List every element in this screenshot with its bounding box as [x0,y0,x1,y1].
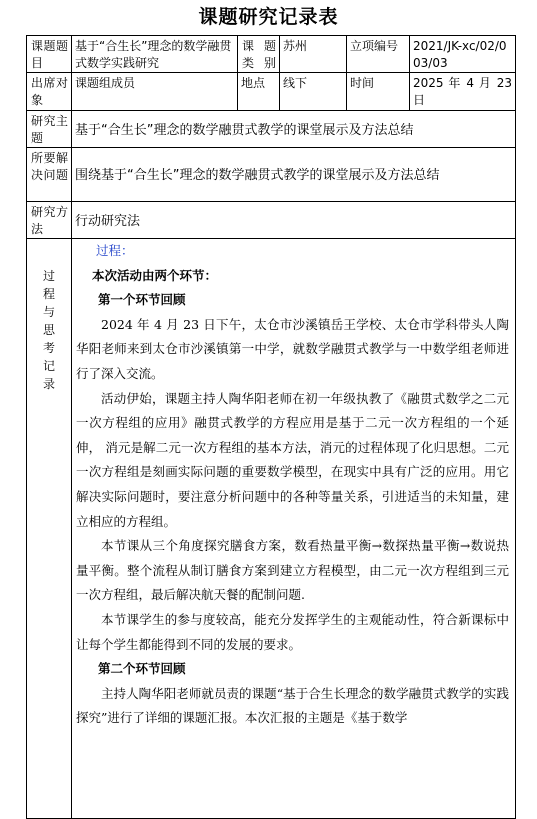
paragraph: 主持人陶华阳老师就员责的课题“基于合生长理念的数学融贯式教学的实践探究”进行了详细的课题汇报。本次汇报的主题是《基于数学 [76,685,509,726]
problem-value: 围绕基于“合生长”理念的数学融贯式教学的课堂展示及方法总结 [72,148,516,202]
subject-label: 研究主题 [27,111,72,148]
time-label: 时间 [347,73,410,111]
method-value: 行动研究法 [72,202,516,239]
place-value: 线下 [280,73,347,111]
paragraph: 2024 年 4 月 23 日下午，太仓市沙溪镇岳王学校、太仓市学科带头人陶华阳老师来到太仓市沙溪镇第一中学，就数学融贯式教学与一中数学组老师进行了深入交流。 [76,316,509,381]
category-value: 苏州 [280,36,347,73]
process-label-char: 与 [42,305,55,319]
process-label-char: 记 [42,359,55,373]
topic-label: 课题题目 [27,36,72,73]
process-label-char: 录 [42,377,55,391]
problem-row [27,148,516,202]
project-no-label: 立项编号 [347,36,410,73]
process-heading: 过程： [96,243,134,258]
method-label: 研究方法 [27,202,72,239]
process-label [27,239,72,819]
subject-row [27,111,516,148]
attendees-label: 出席对象 [27,73,72,111]
page-title: 课题研究记录表 [198,6,339,28]
project-no-value: 2021/JK-xc/02/003/03 [410,36,516,73]
section1-title: 第一个环节回顾 [98,292,186,308]
subject-value: 基于“合生长”理念的数学融贯式教学的课堂展示及方法总结 [72,111,516,148]
process-label-char: 程 [42,287,55,301]
method-row [27,202,516,239]
process-row [27,239,516,819]
place-label: 地点 [238,73,280,111]
attendees-row [27,73,516,111]
problem-label: 所要解决问题 [27,148,72,202]
process-label-char: 思 [42,323,55,337]
process-intro: 本次活动由两个环节： [92,267,218,283]
process-label-char: 过 [42,269,55,283]
category-label: 课题类别 [238,36,280,73]
paragraph: 本节课从三个角度探究膳食方案，数看热量平衡→数探热量平衡→数说热量平衡。整个流程从制订膳食方案到建立方程模型，由二元一次方程组到三元一次方程组，最后解决航天餐的配制问题. [76,538,509,603]
process-label-char: 考 [42,341,55,355]
record-table [26,35,516,819]
paragraph: 活动伊始，课题主持人陶华阳老师在初一年级执教了《融贯式数学之二元一次方程组的应用》融贯式教学的方程应用是基于二元一次方程组的一个延伸， 消元是解二元一次方程组的基本方法，消元的过程体现了化归思想。二元一次方程组是刻画实际问题的重要数学模型，在现实中具有广泛的应用。用它解决实际问题时，要注意分析问题中的各种等量关系，引进适当的未知量，建立相应的方程组。 [76,390,509,529]
process-content [72,239,516,819]
topic-row [27,36,516,73]
section2-title: 第二个环节回顾 [98,661,186,677]
topic-value: 基于“合生长”理念的数学融贯式数学实践研究 [72,36,238,73]
paragraph: 本节课学生的参与度较高，能充分发挥学生的主观能动性，符合新课标中让每个学生都能得到不同的发展的要求。 [76,611,509,652]
attendees-value: 课题组成员 [72,73,238,111]
time-value: 2025 年 4 月 23 日 [410,73,516,111]
